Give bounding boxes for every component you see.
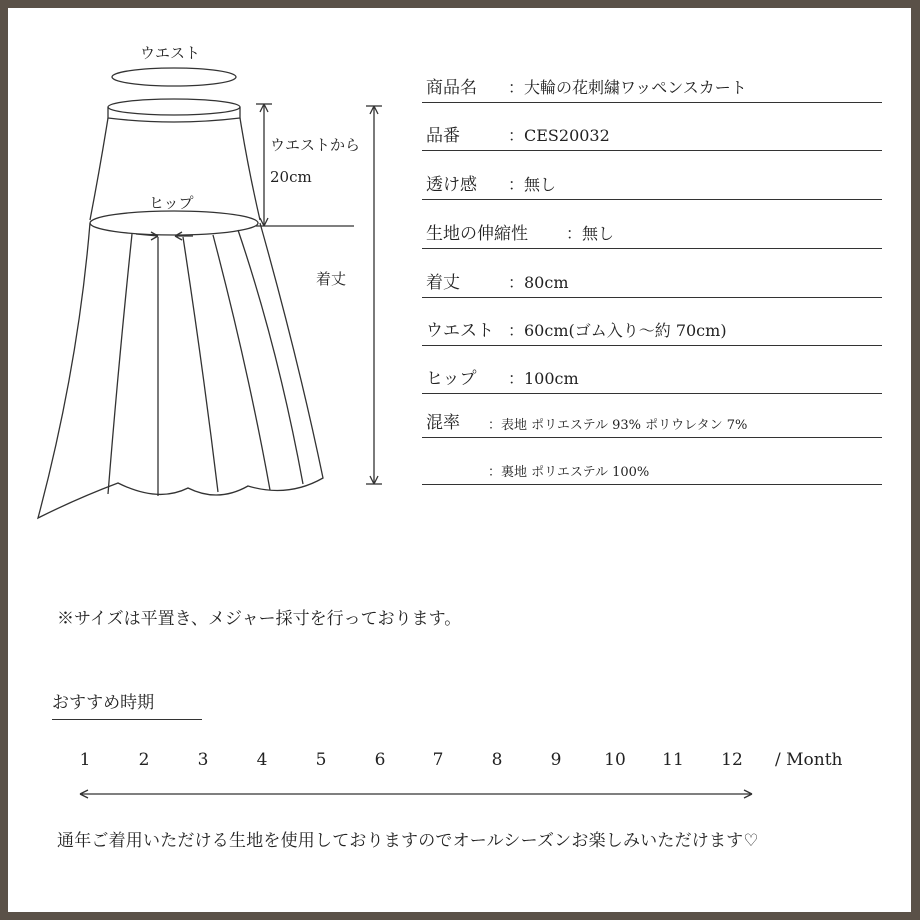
month-label: 12 [721,750,743,770]
skirt-diagram [8,8,428,528]
spec-value: ：表地 ポリエステル 93% ポリウレタン 7% [488,418,748,433]
month-label: 9 [550,750,562,770]
spec-row-lining [422,458,882,485]
month-label: 7 [432,750,444,770]
spec-value: ：80cm [508,273,569,292]
month-label: 5 [315,750,327,770]
spec-value: ：裏地 ポリエステル 100% [488,465,650,480]
spec-value: ：無し [566,224,615,243]
month-label: 1 [79,750,91,770]
spec-value: ：60cm(ゴム入り～約 70cm) [508,321,727,340]
month-label: 8 [491,750,503,770]
spec-label: 品番 [426,126,460,146]
spec-label: 透け感 [426,175,477,195]
hip-label: ヒップ [149,194,194,212]
spec-value: ：100cm [508,369,579,388]
waist-ellipse [112,68,236,86]
month-label: 10 [604,750,626,770]
info-card [8,8,911,912]
spec-row-name [422,76,882,103]
spec-row-waist [422,319,882,346]
spec-row-material [422,411,882,438]
hip-ellipse [90,211,258,235]
spec-row-hip [422,367,882,394]
spec-row-code [422,124,882,151]
waist-label: ウエスト [140,44,201,62]
waistband-top [108,99,240,115]
month-label: 11 [662,750,684,770]
spec-label: 商品名 [426,78,477,98]
month-label: 4 [256,750,268,770]
spec-row-sheer [422,173,882,200]
spec-label: 混率 [426,413,460,433]
month-unit: / Month [775,750,843,770]
month-label: 3 [197,750,209,770]
season-title: おすすめ時期 [52,688,202,720]
spec-label: 生地の伸縮性 [426,224,528,244]
spec-value: ：CES20032 [508,126,610,145]
spec-row-length [422,271,882,298]
spec-value: ：大輪の花刺繍ワッペンスカート [508,78,747,97]
spec-value: ：無し [508,175,557,194]
season-range-arrow [78,786,754,802]
footer-note: 通年ご着用いただける生地を使用しておりますのでオールシーズンお楽しみいただけます♡ [57,831,759,851]
skirt-flare [38,223,323,518]
spec-label: ヒップ [426,369,477,389]
spec-label: ウエスト [426,321,494,341]
size-note: ※サイズは平置き、メジャー採寸を行っております。 [57,609,462,629]
spec-label: 着丈 [426,273,460,293]
month-label: 2 [138,750,150,770]
month-label: 6 [374,750,386,770]
spec-row-stretch [422,222,882,249]
length-label: 着丈 [316,270,347,288]
from-waist-label: ウエストから [270,136,361,154]
from-waist-value: 20cm [270,168,312,186]
